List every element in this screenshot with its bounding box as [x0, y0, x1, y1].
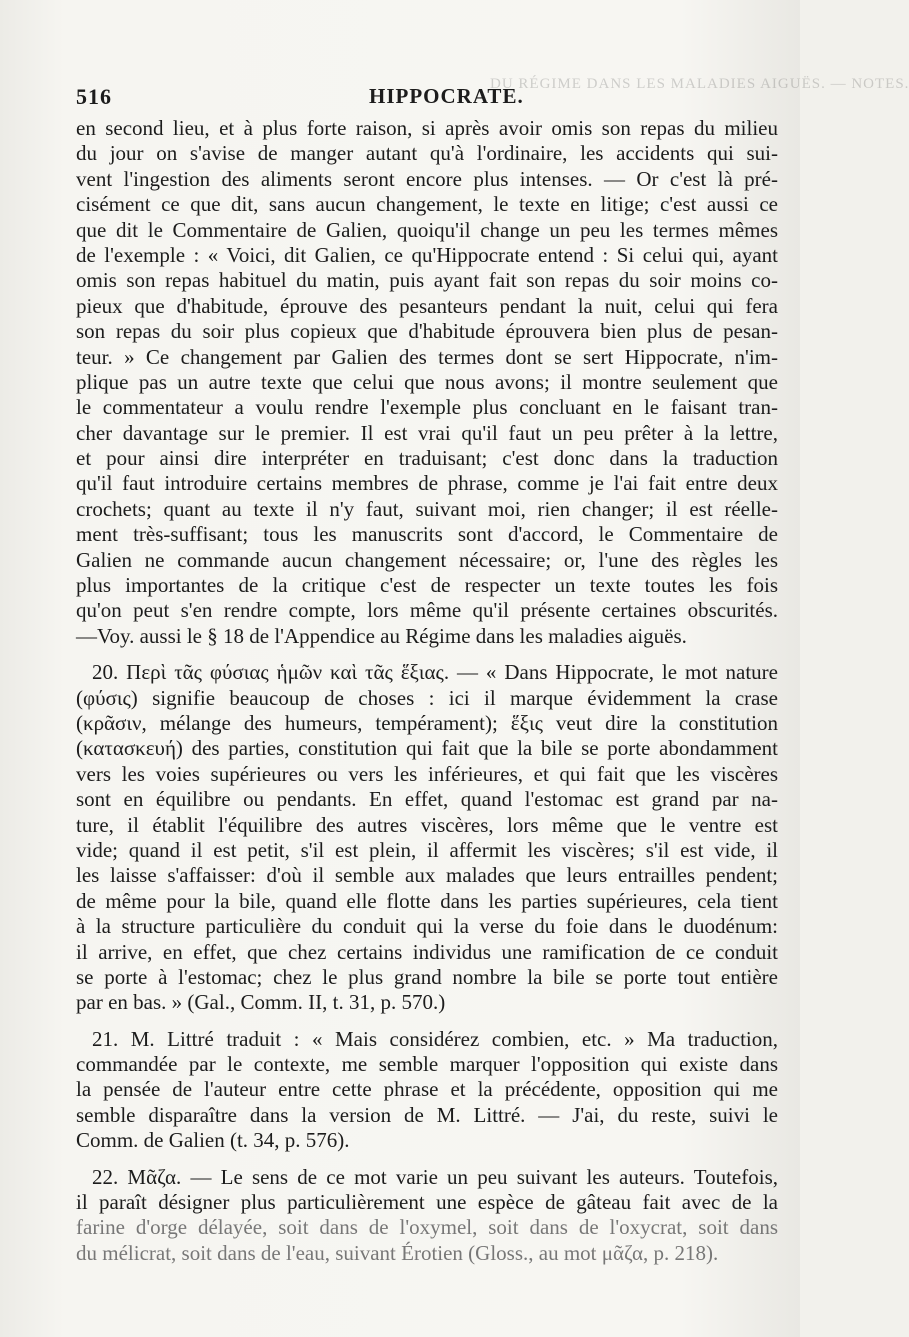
paragraph: [76, 1165, 778, 1267]
text-line: —Voy. aussi le § 18 de l'Appendice au Régime dans les maladies aiguës.: [76, 623, 687, 648]
text-line: de l'exemple : « Voici, dit Galien, ce qu'Hippocrate entend : Si celui qui, ayant: [76, 242, 778, 267]
text-line: commandée par le contexte, me semble marquer l'opposition qui existe dans: [76, 1052, 778, 1077]
text-line: Comm. de Galien (t. 34, p. 576).: [76, 1128, 350, 1153]
text-line: que dit le Commentaire de Galien, quoiqu'il change un peu les termes mêmes: [76, 217, 778, 242]
text-line: 20. Περὶ τᾶς φύσιας ἡμῶν καὶ τᾶς ἕξιας. — « Dans Hippocrate, le mot nature: [92, 660, 778, 685]
paragraph: [76, 116, 778, 649]
text-line: teur. » Ce changement par Galien des termes dont se sert Hippocrate, n'im-: [76, 344, 778, 369]
paragraph-gap: [76, 1016, 778, 1027]
text-line: farine d'orge délayée, soit dans de l'oxymel, soit dans de l'oxycrat, soit dans: [76, 1215, 778, 1240]
text-line: du jour on s'avise de manger autant qu'à l'ordinaire, les accidents qui sui-: [76, 141, 778, 166]
page-number: 516: [76, 84, 112, 109]
text-line: par en bas. » (Gal., Comm. II, t. 31, p. 570.): [76, 990, 446, 1015]
text-line: 21. M. Littré traduit : « Mais considérez combien, etc. » Ma traduction,: [92, 1026, 778, 1051]
paragraph-gap: [76, 649, 778, 660]
text-line: Galien ne commande aucun changement nécessaire; or, l'une des règles les: [76, 547, 778, 572]
text-line: vent l'ingestion des aliments seront encore plus intenses. — Or c'est là pré-: [76, 166, 778, 191]
text-line: vers les voies supérieures ou vers les inférieures, et qui fait que les viscères: [76, 761, 778, 786]
text-line: plus importantes de la critique c'est de respecter un texte toutes les fois: [76, 573, 778, 598]
text-line: vide; quand il est petit, s'il est plein, il affermit les viscères; s'il est vide, il: [76, 837, 778, 862]
text-line: cisément ce que dit, sans aucun changement, le texte en litige; c'est aussi ce: [76, 192, 778, 217]
paragraph: [76, 660, 778, 1015]
text-line: et pour ainsi dire interpréter en traduisant; c'est donc dans la traduction: [76, 446, 778, 471]
text-line: crochets; quant au texte il n'y faut, suivant moi, rien changer; il est réelle-: [76, 496, 778, 521]
text-line: il paraît désigner plus particulièrement une espèce de gâteau fait avec de la: [76, 1190, 778, 1215]
text-line: (φύσις) signifie beaucoup de choses : ici il marque évidemment la crase: [76, 685, 778, 710]
text-line: qu'il faut introduire certains membres de phrase, comme je l'ai fait entre deux: [76, 471, 778, 496]
text-line: sont en équilibre ou pendants. En effet, quand l'estomac est grand par na-: [76, 787, 778, 812]
text-line: de même pour la bile, quand elle flotte dans les parties supérieures, cela tient: [76, 888, 778, 913]
text-line: cher davantage sur le premier. Il est vrai qu'il faut un peu prêter à la lettre,: [76, 420, 778, 445]
text-line: son repas du soir plus copieux que d'habitude éprouvera bien plus de pesan-: [76, 319, 778, 344]
text-line: à la structure particulière du conduit qui la verse du foie dans le duodénum:: [76, 914, 778, 939]
text-line: (κατασκευή) des parties, constitution qui fait que la bile se porte abondamment: [76, 736, 778, 761]
text-line: 22. Μᾶζα. — Le sens de ce mot varie un peu suivant les auteurs. Toutefois,: [92, 1164, 778, 1189]
text-line: plique pas un autre texte que celui que nous avons; il montre seulement que: [76, 369, 778, 394]
text-line: le commentateur a voulu rendre l'exemple plus concluant en le faisant tran-: [76, 395, 778, 420]
text-line: il arrive, en effet, que chez certains individus une ramification de ce conduit: [76, 939, 778, 964]
text-line: qu'on peut s'en rendre compte, lors même qu'il présente certaines obscurités.: [76, 598, 778, 623]
text-line: semble disparaître dans la version de M. Littré. — J'ai, du reste, suivi le: [76, 1102, 778, 1127]
page-header: [76, 84, 776, 114]
text-line: les laisse s'affaisser: d'où il semble aux malades que leurs entrailles pendent;: [76, 863, 778, 888]
bleed-through-text: DU RÉGIME DANS LES MALADIES AIGUËS. — NOTES.: [490, 76, 909, 92]
text-line: la pensée de l'auteur entre cette phrase et la précédente, opposition qui me: [76, 1077, 778, 1102]
text-line: en second lieu, et à plus forte raison, si après avoir omis son repas du milieu: [76, 116, 778, 140]
text-line: ture, il établit l'équilibre des autres viscères, lors même que le ventre est: [76, 812, 778, 837]
paragraph: [76, 1027, 778, 1154]
running-title: HIPPOCRATE.: [369, 84, 524, 108]
paragraph-gap: [76, 1154, 778, 1165]
text-line: (κρᾶσιν, mélange des humeurs, tempérament); ἕξις veut dire la constitution: [76, 710, 778, 735]
text-line: ment très-suffisant; tous les manuscrits sont d'accord, le Commentaire de: [76, 522, 778, 547]
text-line: se porte à l'estomac; chez le plus grand nombre la bile se porte tout entière: [76, 964, 778, 989]
text-line: omis son repas habituel du matin, puis ayant fait son repas du soir moins co-: [76, 268, 778, 293]
text-line: du mélicrat, soit dans de l'eau, suivant Érotien (Gloss., au mot μᾶζα, p. 218).: [76, 1240, 719, 1265]
page-body: [76, 116, 778, 1266]
text-line: pieux que d'habitude, éprouve des pesanteurs pendant la nuit, celui qui fera: [76, 293, 778, 318]
